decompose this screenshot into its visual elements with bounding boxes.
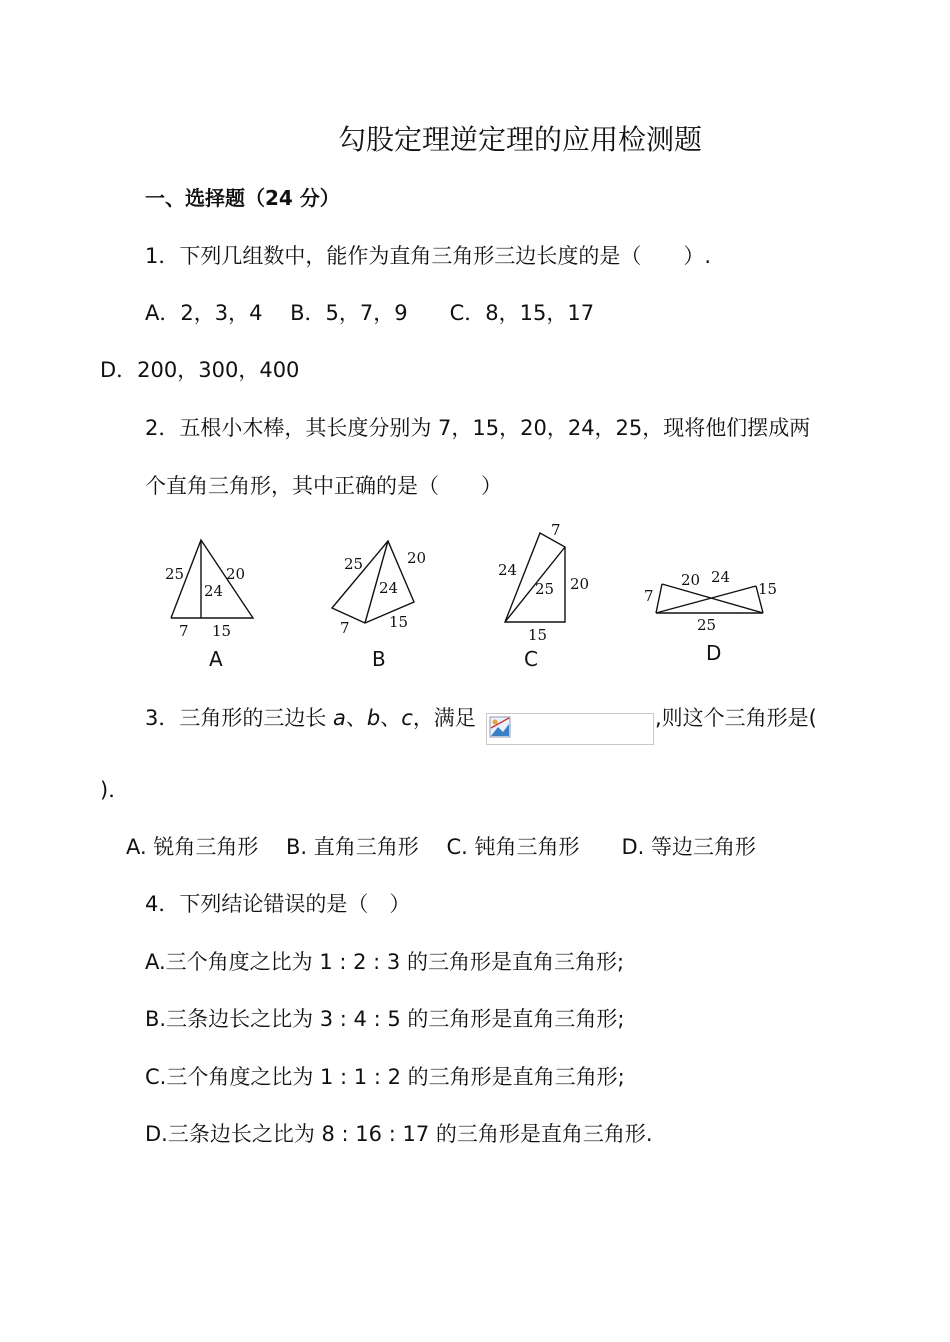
figure-c-num-25: 25 xyxy=(535,580,555,598)
question-1-option-d: D．200，300，400 xyxy=(100,358,300,382)
figure-a-num-15: 15 xyxy=(212,622,232,640)
figure-a-num-24: 24 xyxy=(204,582,224,600)
figure-c-num-24: 24 xyxy=(498,561,518,579)
variable-a: a xyxy=(333,706,346,730)
figure-a-drawing xyxy=(160,535,270,645)
figure-d-num-24: 24 xyxy=(711,568,731,586)
variable-c: c xyxy=(401,706,413,730)
variable-b: b xyxy=(366,706,381,730)
figure-b-drawing xyxy=(325,535,435,645)
figure-c-label: C xyxy=(524,647,538,671)
figure-d-label: D xyxy=(706,641,722,665)
figure-b-num-20: 20 xyxy=(407,549,427,567)
figure-d-drawing xyxy=(638,565,778,645)
figure-d-num-25: 25 xyxy=(697,616,717,634)
section-heading: 一、选择题（24 分） xyxy=(145,186,340,210)
figure-a xyxy=(160,535,270,649)
question-2-stem-continued: 个直角三角形，其中正确的是（ ） xyxy=(145,474,502,498)
figure-b-num-25: 25 xyxy=(344,555,364,573)
figure-d-num-7: 7 xyxy=(644,587,654,605)
question-3-mid: ，满足 xyxy=(412,706,476,730)
figure-c-num-7: 7 xyxy=(551,521,561,539)
figure-b-num-24: 24 xyxy=(379,579,399,597)
question-3-sep2: 、 xyxy=(380,706,402,730)
question-3-suffix: ,则这个三角形是( xyxy=(655,706,817,730)
question-4-option-b: B.三条边长之比为 3 : 4 : 5 的三角形是直角三角形; xyxy=(145,1007,625,1031)
question-3-prefix: 3．三角形的三边长 xyxy=(145,706,334,730)
question-3-options: A. 锐角三角形 B. 直角三角形 C. 钝角三角形 D. 等边三角形 xyxy=(126,835,756,859)
figure-c-num-15: 15 xyxy=(528,626,548,644)
figure-d-num-15: 15 xyxy=(758,580,778,598)
broken-image-icon xyxy=(489,716,511,738)
figure-a-label: A xyxy=(209,647,223,671)
question-3-sep1: 、 xyxy=(345,706,367,730)
figure-a-num-7: 7 xyxy=(179,622,189,640)
figure-b-num-7: 7 xyxy=(340,619,350,637)
figure-d-num-20: 20 xyxy=(681,571,701,589)
question-1-options: A．2，3，4 B．5，7，9 C．8，15，17 xyxy=(145,301,595,325)
question-4-option-d: D.三条边长之比为 8 : 16 : 17 的三角形是直角三角形. xyxy=(145,1122,653,1146)
figure-c-num-20: 20 xyxy=(570,575,590,593)
question-4-stem: 4．下列结论错误的是（ ） xyxy=(145,892,411,916)
broken-formula-image xyxy=(486,713,654,745)
figure-a-num-20: 20 xyxy=(226,565,246,583)
figure-b xyxy=(325,535,435,649)
figure-b-label: B xyxy=(372,647,386,671)
page-title: 勾股定理逆定理的应用检测题 xyxy=(338,123,703,156)
figure-c-drawing xyxy=(495,520,605,645)
question-3-end: )． xyxy=(100,778,130,802)
question-4-option-c: C.三个角度之比为 1 : 1 : 2 的三角形是直角三角形; xyxy=(145,1065,625,1089)
question-3-stem xyxy=(145,704,476,732)
figure-d xyxy=(638,565,778,649)
figure-b-num-15: 15 xyxy=(389,613,409,631)
figure-a-num-25: 25 xyxy=(165,565,185,583)
question-1-stem: 1．下列几组数中，能作为直角三角形三边长度的是（ ）. xyxy=(145,244,712,268)
question-2-stem: 2．五根小木棒，其长度分别为 7，15，20，24，25，现将他们摆成两 xyxy=(145,416,811,440)
figure-c xyxy=(495,520,605,649)
question-4-option-a: A.三个角度之比为 1 : 2 : 3 的三角形是直角三角形; xyxy=(145,950,625,974)
